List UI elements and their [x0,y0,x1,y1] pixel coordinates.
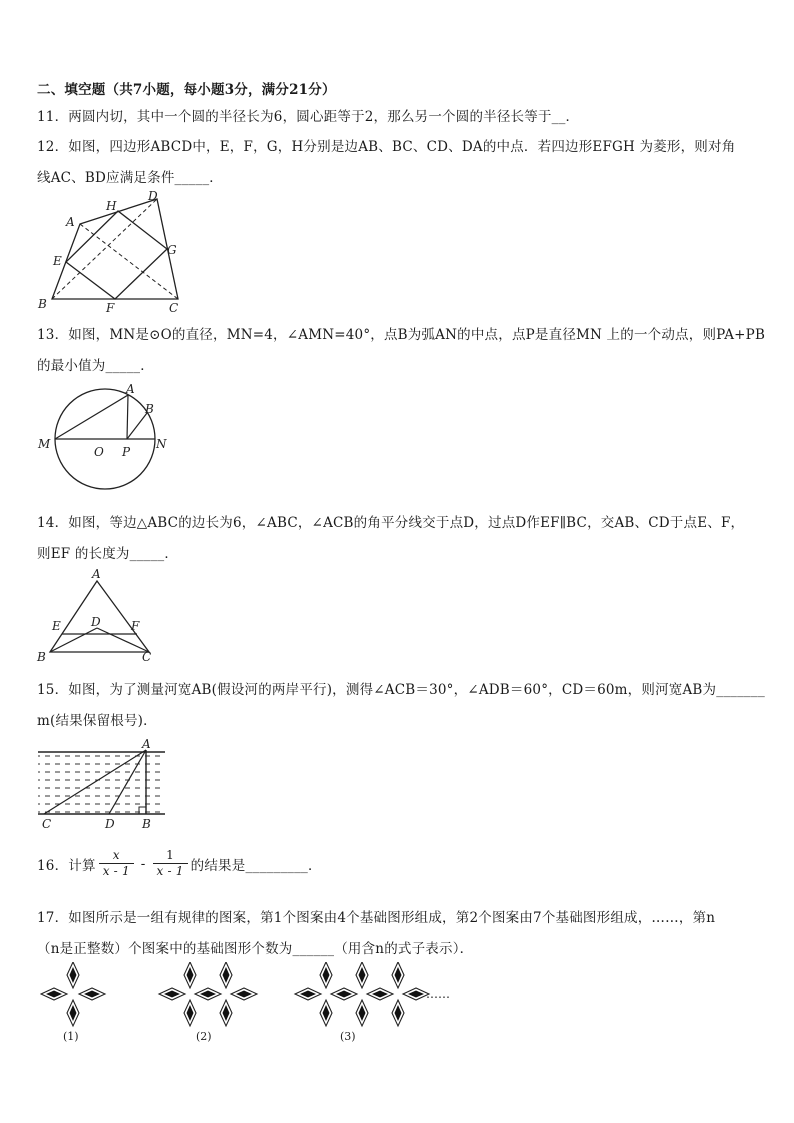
q13-circle-figure [34,382,174,494]
q16-suffix: 的结果是_________． [190,857,322,874]
fraction-1 [99,848,134,879]
label-f: F [131,619,140,633]
label-c: C [169,301,179,314]
label-c: C [42,817,52,831]
label-a: A [92,567,101,581]
label-b: B [37,650,46,664]
label-f: F [106,301,115,314]
pattern-3 [295,962,429,1026]
question-13-line-2: 的最小值为_____． [37,358,154,374]
question-15-line-1: 15．如图，为了测量河宽AB(假设河的两岸平行)，测得∠ACB＝30°，∠ADB＝60°，CD＝60m，则河宽AB为_______ [37,682,765,698]
label-p: P [122,445,131,459]
question-16 [37,848,322,879]
label-d: D [148,189,158,203]
label-n: N [156,437,167,451]
label-b: B [145,402,154,416]
segment-cd [97,628,149,652]
question-12-line-2: 线AC、BD应满足条件_____． [37,170,223,186]
q14-triangle-figure [34,566,156,666]
q12-quadrilateral-figure [30,186,200,314]
caption-2: (2) [196,1030,212,1043]
label-b: B [38,297,47,311]
question-14-line-1: 14．如图，等边△ABC的边长为6，∠ABC，∠ACB的角平分线交于点D，过点D作EF∥BC，交AB、CD于点E、F， [37,515,745,531]
caption-3: (3) [340,1030,356,1043]
fraction-2-denominator: x - 1 [156,864,184,878]
fraction-2-numerator: 1 [153,848,188,864]
q16-prefix: 16．计算 [37,857,96,874]
label-e: E [53,254,62,268]
diagonal-ac [80,224,178,299]
label-a: A [142,737,151,751]
diagonal-bd [52,199,157,299]
label-a: A [66,215,75,229]
section-header: 二、填空题（共7小题，每小题3分，满分21分） [37,82,336,98]
label-d: D [105,817,115,831]
pattern-1 [41,962,105,1026]
pattern-ellipsis: …… [426,987,450,1001]
question-14-line-2: 则EF 的长度为_____． [37,546,179,562]
label-b: B [142,817,151,831]
label-c: C [142,650,152,664]
question-13-line-1: 13．如图，MN是⊙O的直径，MN=4，∠AMN=40°，点B为弧AN的中点，点P是直径MN 上的一个动点，则PA+PB [37,327,766,343]
label-a: A [126,382,135,396]
caption-1: (1) [63,1030,79,1043]
pattern-2 [159,962,257,1026]
label-e: E [52,619,61,633]
q17-pattern-figure [40,962,460,1046]
question-11: 11．两圆内切，其中一个圆的半径长为6，圆心距等于2，那么另一个圆的半径长等于__． [37,109,580,125]
question-17-line-2: （n是正整数）个图案中的基础图形个数为______（用含n的式子表示）． [37,941,474,957]
question-15-line-2: m(结果保留根号)． [37,713,157,729]
question-12-line-1: 12．如图，四边形ABCD中，E，F，G，H分别是边AB、BC、CD、DA的中点．若四边形EFGH 为菱形，则对角 [37,139,736,155]
q15-river-figure [34,736,168,832]
label-m: M [38,437,51,451]
fraction-1-denominator: x - 1 [102,864,130,878]
fraction-2 [153,848,188,879]
label-h: H [106,199,117,213]
label-d: D [91,615,101,629]
label-g: G [167,243,177,257]
minus-sign: - [140,855,146,872]
segment-ap [127,395,128,439]
fraction-1-numerator: x [99,848,134,864]
question-17-line-1: 17．如图所示是一组有规律的图案，第1个图案由4个基础图形组成，第2个图案由7个基础图形组成，……，第n [37,910,716,926]
segment-pb [127,413,147,439]
label-o: O [94,445,104,459]
segment-ma [55,395,128,439]
